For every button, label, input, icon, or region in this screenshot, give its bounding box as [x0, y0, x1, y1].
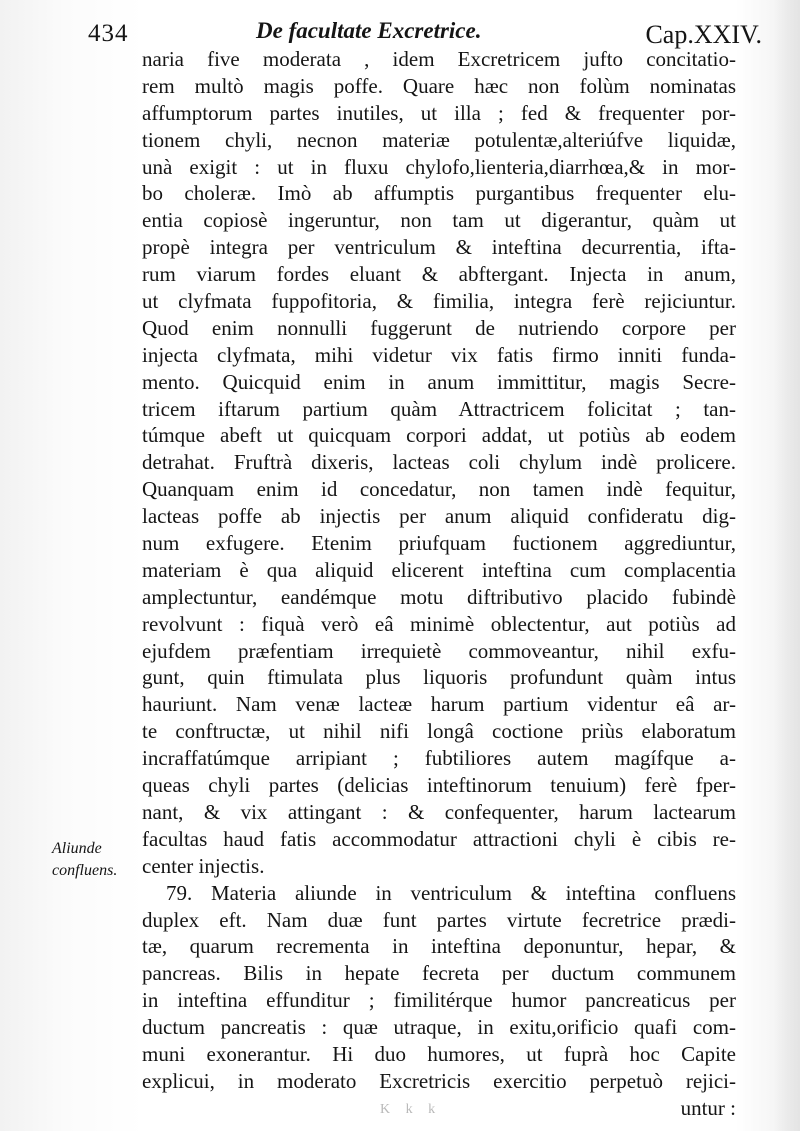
text-line: hauriunt. Nam venæ lacteæ harum partium videntur eâ ar-	[142, 692, 736, 717]
text-line: entia copiosè ingeruntur, non tam ut digerantur, quàm ut	[142, 208, 736, 233]
text-line: pancreas. Bilis in hepate fecreta per ductum communem	[142, 961, 736, 986]
text-line: incraffatúmque arripiant ; fubtiliores autem magífque a-	[142, 746, 736, 771]
text-line: ut clyfmata fuppofitoria, & fimilia, integra ferè rejiciuntur.	[142, 289, 736, 314]
text-line: bo choleræ. Imò ab affumptis purgantibus frequenter elu-	[142, 181, 736, 206]
running-title: De facultate Excretrice.	[256, 18, 482, 43]
text-line: ductum pancreatis : quæ utraque, in exitu,orificio quafi com-	[142, 1015, 736, 1040]
text-line: tionem chyli, necnon materiæ potulentæ,alteriúfve liquidæ,	[142, 127, 736, 152]
text-line: muni exonerantur. Hi duo humores, ut fuprà hoc Capite	[142, 1041, 736, 1066]
body-text	[142, 46, 736, 1122]
text-line: lacteas poffe ab injectis per anum aliquid confideratu dig-	[142, 504, 736, 529]
catchword-line: untur :	[680, 1095, 736, 1120]
signature-mark: K k k	[380, 1102, 442, 1117]
text-line: materiam è qua aliquid elicerent inteftina cum complacentia	[142, 557, 736, 582]
text-line: Quod enim nonnulli fuggerunt de nutriendo corpore per	[142, 315, 736, 340]
chapter-label: Cap.XXIV.	[645, 20, 762, 49]
text-line: te conftructæ, ut nihil nifi longâ coctione priùs elaboratum	[142, 719, 736, 744]
text-line: revolvunt : fiquà verò eâ minimè oblectentur, aut potiùs ad	[142, 611, 736, 636]
text-line: unà exigit : ut in fluxu chylofo,lienteria,diarrhœa,& in mor-	[142, 154, 736, 179]
text-line: in inteftina effunditur ; fimilitérque humor pancreaticus per	[142, 988, 736, 1013]
text-line: rem multò magis poffe. Quare hæc non folùm nominatas	[142, 73, 736, 98]
text-line: ejufdem præfentiam irrequietè commoveantur, nihil exfu-	[142, 638, 736, 663]
text-line: injecta clyfmata, mihi videtur vix fatis firmo inniti funda-	[142, 342, 736, 367]
text-line: amplectuntur, eandémque motu diftributivo placido fubindè	[142, 584, 736, 609]
text-line: num exfugere. Etenim priufquam fuctionem aggrediuntur,	[142, 531, 736, 556]
text-line: affumptorum partes inutiles, ut illa ; fed & frequenter por-	[142, 100, 736, 125]
text-line: explicui, in moderato Excretricis exercitio perpetuò rejici-	[142, 1068, 736, 1093]
text-line: detrahat. Fruftrà dixeris, lacteas coli chylum indè prolicere.	[142, 450, 736, 475]
margin-note-line: confluens.	[52, 862, 118, 879]
text-line: túmque abeft ut quicquam corpori addat, ut potiùs ab eodem	[142, 423, 736, 448]
text-line: nant, & vix attingant : & confequenter, harum lactearum	[142, 799, 736, 824]
text-line: queas chyli partes (delicias inteftinorum tenuium) ferè fper-	[142, 773, 736, 798]
margin-note	[52, 838, 136, 882]
paragraph-79-start: 79. Materia aliunde in ventriculum & inteftina confluens	[166, 880, 736, 905]
text-line: rum viarum fordes eluant & abftergant. Injecta in anum,	[142, 262, 736, 287]
text-line: tricem iftarum partium quàm Attractricem folicitat ; tan-	[142, 396, 736, 421]
page-number: 434	[88, 20, 129, 47]
margin-note-line: Aliunde	[52, 840, 102, 857]
text-line: naria five moderata , idem Excretricem jufto concitatio-	[142, 47, 736, 71]
text-line: facultas haud fatis accommodatur attractioni chyli è cibis re-	[142, 826, 736, 851]
text-line: gunt, quin ftimulata plus liquoris profundunt quàm intus	[142, 665, 736, 690]
text-line: Quanquam enim id concedatur, non tamen indè fequitur,	[142, 477, 736, 502]
text-line: center injectis.	[142, 853, 265, 878]
text-line: mento. Quicquid enim in anum immittitur, magis Secre-	[142, 369, 736, 394]
text-line: duplex eft. Nam duæ funt partes virtute fecretrice prædi-	[142, 907, 736, 932]
page-gutter-shadow	[774, 0, 800, 1131]
text-line: propè integra per ventriculum & inteftina decurrentia, ifta-	[142, 235, 736, 260]
text-line: tæ, quarum recrementa in inteftina deponuntur, hepar, &	[142, 934, 736, 959]
